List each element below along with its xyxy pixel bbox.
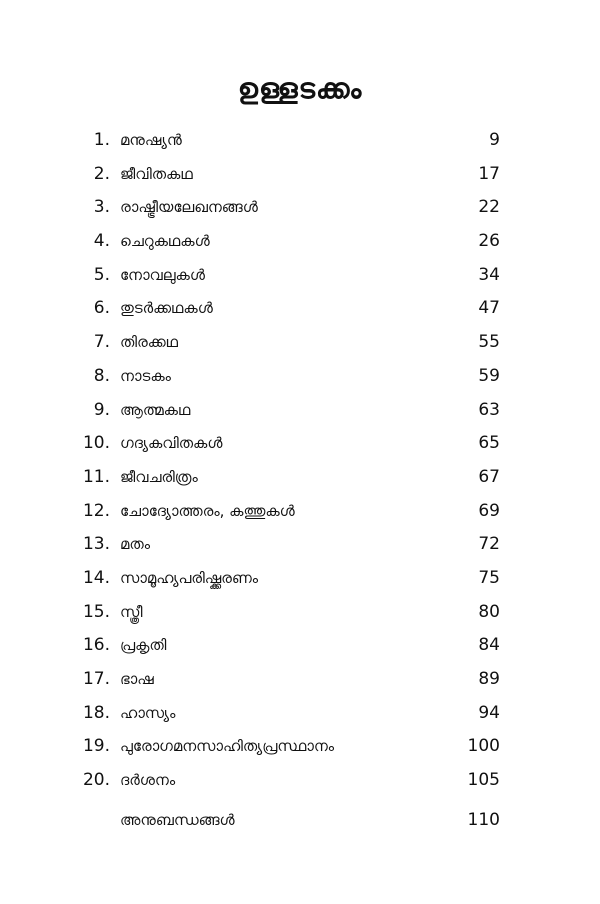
toc-entry bbox=[0, 394, 600, 428]
entry-title: സാമൂഹ്യപരിഷ്ക്കരണം bbox=[120, 568, 259, 587]
toc-entry bbox=[0, 663, 600, 697]
entry-page-number: 34 bbox=[478, 264, 500, 285]
toc-entry bbox=[0, 697, 600, 731]
entry-page-number: 17 bbox=[478, 163, 500, 184]
appendix-title: അനുബന്ധങ്ങൾ bbox=[120, 810, 235, 829]
entry-page-number: 89 bbox=[478, 669, 500, 689]
entry-number: 14. bbox=[82, 567, 110, 588]
entry-title: ജീവചരിത്രം bbox=[120, 467, 198, 486]
toc-entry bbox=[0, 562, 600, 596]
entry-title: നാടകം bbox=[120, 366, 171, 385]
entry-number: 11. bbox=[82, 466, 110, 487]
entry-title: രാഷ്ട്രീയലേഖനങ്ങൾ bbox=[120, 198, 258, 217]
entry-number: 18. bbox=[82, 702, 110, 723]
entry-number: 6. bbox=[93, 298, 110, 319]
entry-title: മനുഷ്യൻ bbox=[120, 131, 182, 149]
toc-entry bbox=[0, 427, 600, 461]
toc-entry bbox=[0, 764, 600, 798]
entry-title: സ്ത്രീ bbox=[120, 602, 143, 621]
entry-page-number: 63 bbox=[478, 399, 500, 420]
entry-number: 7. bbox=[93, 332, 110, 353]
toc-entry bbox=[0, 292, 600, 326]
toc-entry bbox=[0, 225, 600, 259]
entry-number: 10. bbox=[82, 433, 110, 454]
entry-page-number: 84 bbox=[478, 635, 500, 656]
entry-page-number: 100 bbox=[467, 736, 500, 757]
toc-entry-appendix bbox=[0, 804, 600, 838]
entry-number: 17. bbox=[82, 669, 110, 689]
entry-page-number: 94 bbox=[478, 702, 500, 723]
entry-title: ജീവിതകഥ bbox=[120, 164, 193, 183]
entry-number: 2. bbox=[93, 163, 110, 184]
entry-page-number: 22 bbox=[478, 197, 500, 218]
entry-number: 9. bbox=[93, 399, 110, 420]
toc-entry bbox=[0, 495, 600, 529]
entry-title: ഗദ്യകവിതകൾ bbox=[120, 434, 223, 453]
entry-page-number: 9 bbox=[489, 130, 500, 150]
entry-title: തുടർക്കഥകൾ bbox=[120, 299, 213, 318]
entry-number: 16. bbox=[82, 635, 110, 656]
toc-entry bbox=[0, 158, 600, 192]
entry-number: 12. bbox=[82, 500, 110, 521]
page-title: ഉള്ളടക്കം bbox=[237, 72, 363, 105]
entry-number: 15. bbox=[82, 601, 110, 622]
entry-page-number: 67 bbox=[478, 466, 500, 487]
entry-page-number: 47 bbox=[478, 298, 500, 319]
toc-entry bbox=[0, 326, 600, 360]
entry-number: 4. bbox=[93, 231, 110, 252]
entry-title: മതം bbox=[120, 535, 151, 554]
entry-number: 19. bbox=[82, 736, 110, 757]
entry-number: 3. bbox=[93, 197, 110, 218]
entry-page-number: 55 bbox=[478, 332, 500, 353]
entry-title: ഹാസ്യം bbox=[120, 703, 176, 722]
entry-page-number: 65 bbox=[478, 433, 500, 454]
toc-entry bbox=[0, 461, 600, 495]
entry-page-number: 72 bbox=[478, 534, 500, 555]
toc-entry bbox=[0, 528, 600, 562]
entry-number: 8. bbox=[93, 365, 110, 386]
entry-page-number: 26 bbox=[478, 231, 500, 252]
entry-title: ദർശനം bbox=[120, 771, 176, 790]
entry-number: 1. bbox=[93, 130, 110, 150]
entry-page-number: 75 bbox=[478, 567, 500, 588]
entry-title: തിരക്കഥ bbox=[120, 333, 178, 352]
toc-entry bbox=[0, 124, 600, 158]
entry-page-number: 105 bbox=[467, 770, 500, 791]
entry-number: 20. bbox=[82, 770, 110, 791]
toc-entry bbox=[0, 629, 600, 663]
toc-entry bbox=[0, 191, 600, 225]
toc-entry bbox=[0, 730, 600, 764]
entry-number: 13. bbox=[82, 534, 110, 555]
entry-title: ആത്മകഥ bbox=[120, 400, 191, 419]
entry-page-number: 69 bbox=[478, 500, 500, 521]
entry-page-number: 59 bbox=[478, 365, 500, 386]
table-of-contents bbox=[0, 124, 600, 837]
toc-entry bbox=[0, 596, 600, 630]
entry-title: ചോദ്യോത്തരം, കത്തുകൾ bbox=[120, 501, 295, 520]
entry-title: നോവലുകൾ bbox=[120, 265, 205, 284]
toc-entry bbox=[0, 259, 600, 293]
appendix-page-number: 110 bbox=[467, 809, 500, 830]
toc-entry bbox=[0, 360, 600, 394]
entry-title: ചെറുകഥകൾ bbox=[120, 232, 210, 251]
entry-page-number: 80 bbox=[478, 601, 500, 622]
entry-title: ഭാഷ bbox=[120, 670, 154, 688]
entry-number: 5. bbox=[93, 264, 110, 285]
entry-title: പുരോഗമനസാഹിത്യപ്രസ്ഥാനം bbox=[120, 737, 335, 756]
entry-title: പ്രകൃതി bbox=[120, 636, 167, 655]
